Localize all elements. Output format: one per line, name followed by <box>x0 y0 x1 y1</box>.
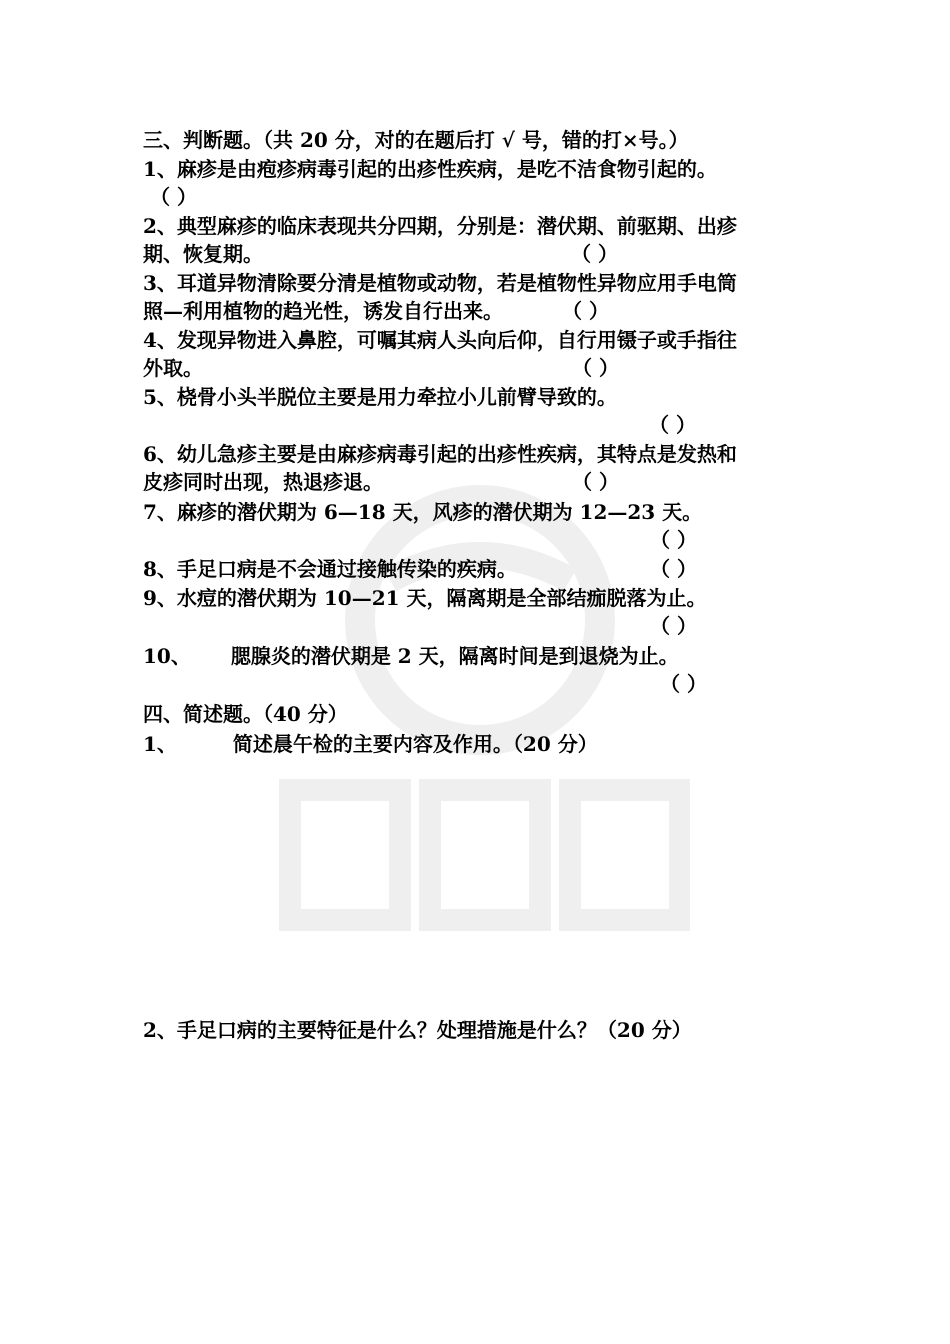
question-2-line-1: 2、典型麻疹的临床表现共分四期，分别是：潜伏期、前驱期、出疹 <box>143 214 737 238</box>
short-answer-1-text: 简述晨午检的主要内容及作用。（20 分） <box>232 732 598 756</box>
question-2-line-2: 期、恢复期。 <box>143 242 263 266</box>
question-7-line-1: 7、麻疹的潜伏期为 6—18 天，风疹的潜伏期为 12—23 天。 <box>143 500 703 524</box>
question-6-line-1: 6、幼儿急疹主要是由麻疹病毒引起的出疹性疾病，其特点是发热和 <box>143 442 737 466</box>
answer-blank-5[interactable]: （ ） <box>649 413 696 437</box>
question-3-line-2: 照—利用植物的趋光性，诱发自行出来。 <box>143 299 503 323</box>
question-10-text: 腮腺炎的潜伏期是 2 天，隔离时间是到退烧为止。 <box>230 644 679 668</box>
question-10-line-1 <box>143 642 679 670</box>
question-6-line-2: 皮疹同时出现，热退疹退。 <box>143 470 383 494</box>
answer-blank-2[interactable]: （ ） <box>571 242 618 266</box>
question-9-line-1: 9、水痘的潜伏期为 10—21 天，隔离期是全部结痂脱落为止。 <box>143 586 707 610</box>
question-4-line-1: 4、发现异物进入鼻腔，可嘱其病人头向后仰，自行用镊子或手指往 <box>143 328 737 352</box>
question-4-line-2: 外取。 <box>143 356 203 380</box>
question-3-line-1: 3、耳道异物清除要分清是植物或动物，若是植物性异物应用手电筒 <box>143 271 737 295</box>
question-10-number: 10、 <box>143 644 191 668</box>
section-3-heading: 三、判断题。（共 20 分，对的在题后打 √ 号，错的打×号。） <box>143 128 689 152</box>
answer-blank-8[interactable]: （ ） <box>650 557 697 581</box>
answer-blank-9[interactable]: （ ） <box>650 614 697 638</box>
question-5-line-1: 5、桡骨小头半脱位主要是用力牵拉小儿前臂导致的。 <box>143 385 617 409</box>
section-4-heading: 四、简述题。（40 分） <box>143 702 348 726</box>
answer-blank-6[interactable]: （ ） <box>572 470 619 494</box>
question-1-line-1: 1、麻疹是由疱疹病毒引起的出疹性疾病，是吃不洁食物引起的。 <box>143 157 717 181</box>
answer-blank-10[interactable]: （ ） <box>660 672 707 696</box>
answer-blank-3[interactable]: （ ） <box>562 299 609 323</box>
question-8-line-1: 8、手足口病是不会通过接触传染的疾病。 <box>143 557 517 581</box>
answer-blank-1[interactable]: （ ） <box>150 185 197 209</box>
short-answer-1-number: 1、 <box>143 732 177 756</box>
answer-blank-4[interactable]: （ ） <box>572 356 619 380</box>
short-answer-question-2: 2、手足口病的主要特征是什么？处理措施是什么？（20 分） <box>143 1018 692 1042</box>
short-answer-question-1 <box>143 730 598 758</box>
answer-blank-7[interactable]: （ ） <box>650 528 697 552</box>
